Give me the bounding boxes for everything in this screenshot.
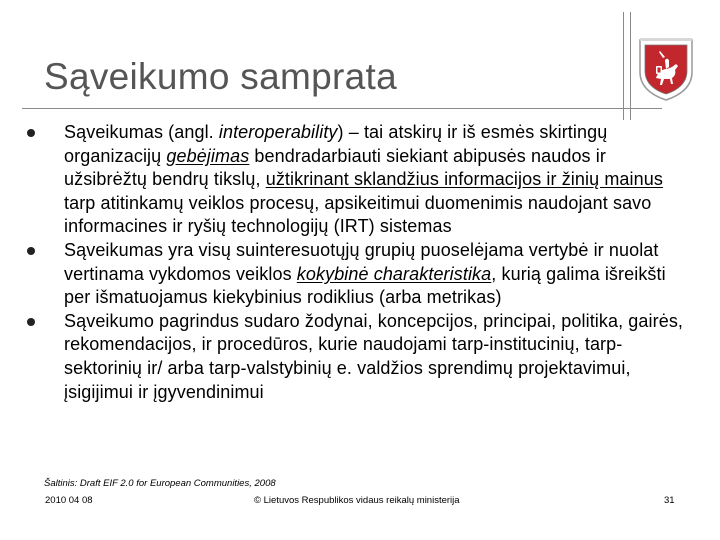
source-note: Šaltinis: Draft EIF 2.0 for European Communities, 2008 bbox=[44, 478, 276, 489]
header-vertical-line bbox=[630, 12, 631, 120]
bullet-item bbox=[20, 239, 690, 310]
slide-title: Sąveikumo samprata bbox=[44, 56, 397, 97]
page-number: 31 bbox=[664, 495, 675, 506]
bullet-item bbox=[20, 121, 690, 239]
footer-organization: © Lietuvos Respublikos vidaus reikalų ministerija bbox=[254, 495, 460, 506]
bullet-text bbox=[64, 310, 690, 404]
text-run: Sąveikumas (angl. bbox=[64, 122, 219, 142]
text-run: ) – tai atskirų ir iš esmės skirtingų organizacijų bbox=[64, 122, 608, 166]
bullet-text bbox=[64, 121, 690, 239]
text-run: Sąveikumo pagrindus sudaro žodynai, koncepcijos, principai, politika, gairės, rekomendacijos, ir procedūros, kurie naudojami tarp-institucinių, tarp-sektorinių ir/ arba tarp-valstybinių e. valdžios sprendimų projektavimui, įsigijimui ir įgyvendinimui bbox=[64, 310, 684, 402]
text-run: tarp atitinkamų veiklos procesų, apsikeitimui duomenimis naudojant savo informacines ir ryšių technologijų (IRT) sistemas bbox=[64, 192, 652, 237]
text-run: , kurią galima išreikšti per išmatuojamus kiekybinius rodiklius (arba metrikas) bbox=[64, 263, 666, 308]
text-run-underlined: gebėjimas bbox=[166, 145, 250, 166]
text-run-italic: interoperability bbox=[218, 122, 338, 142]
bullet-list bbox=[20, 121, 690, 404]
lithuanian-coat-of-arms-icon bbox=[636, 36, 696, 102]
bullet-item bbox=[20, 310, 690, 404]
text-run: Sąveikumas yra visų suinteresuotųjų grupių puoselėjama vertybė ir nuolat vertinama vykdomos veiklos bbox=[64, 239, 659, 284]
text-run-underlined: kokybinė charakteristika bbox=[296, 263, 492, 284]
bullet-icon bbox=[27, 247, 35, 255]
bullet-icon bbox=[27, 318, 35, 326]
text-run: bendradarbiauti siekiant abipusės naudos ir užsibrėžtų bendrų tikslų, bbox=[64, 145, 606, 190]
footer-date: 2010 04 08 bbox=[45, 495, 93, 506]
header-divider bbox=[22, 108, 662, 109]
text-run-underlined: užtikrinant sklandžius informacijos ir žinių mainus bbox=[265, 169, 663, 190]
header-vertical-line bbox=[623, 12, 624, 120]
bullet-text bbox=[64, 239, 690, 310]
bullet-icon bbox=[27, 129, 35, 137]
